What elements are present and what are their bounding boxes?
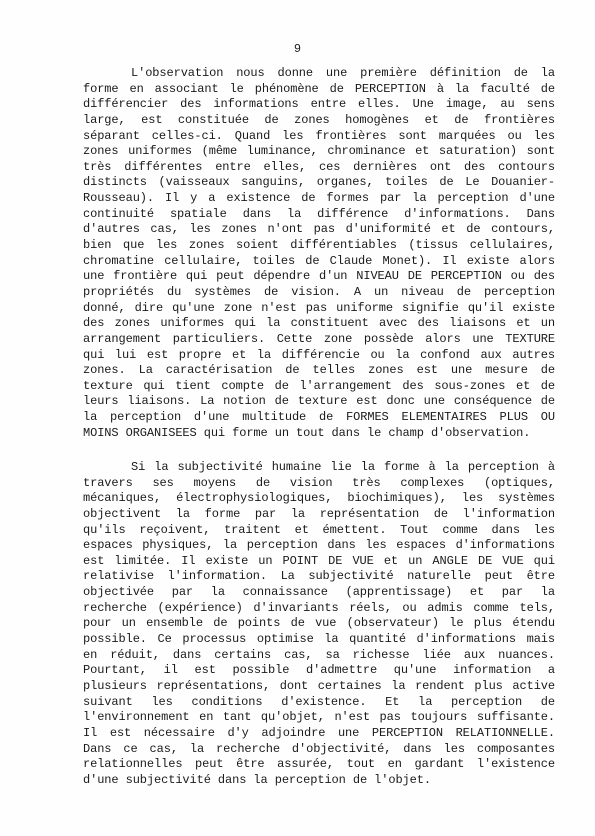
text-line: continuité spatiale dans la différence d'informations. Dans [83, 206, 555, 221]
text-line: plusieurs représentations, dont certaines la rendent plus active [83, 678, 555, 693]
text-line: séparant celles-ci. Quand les frontières sont marquées ou les [83, 128, 555, 143]
text-line: mécaniques, électrophysiologiques, biochimiques), les systèmes [83, 491, 555, 506]
text-line: distincts (vaisseaux sanguins, organes, toiles de Le Douanier- [83, 175, 555, 190]
text-line: Dans ce cas, la recherche d'objectivité, dans les composantes [83, 741, 555, 756]
text-line: l'environnement en tant qu'objet, n'est pas toujours suffisante. [83, 710, 555, 725]
text-line: Pourtant, il est possible d'admettre qu'une information a [83, 663, 555, 678]
text-line: d'une subjectivité dans la perception de l'objet. [83, 772, 431, 787]
text-line: suivant les conditions d'existence. Et la perception de [83, 694, 555, 709]
text-line: est limitée. Il existe un POINT DE VUE et un ANGLE DE VUE qui [83, 553, 555, 568]
text-line: texture qui tient compte de l'arrangement des sous-zones et de [83, 378, 555, 393]
text-line: différencier des informations entre elles. Une image, au sens [83, 97, 555, 112]
text-line: Si la subjectivité humaine lie la forme à la perception à [131, 460, 555, 474]
text-line: L'observation nous donne une première définition de la [131, 66, 555, 80]
text-line: relationnelles peut être assurée, tout en gardant l'existence [83, 757, 555, 772]
text-line: la perception d'une multitude de FORMES ELEMENTAIRES PLUS OU [83, 410, 555, 425]
text-line: relativise l'information. La subjectivité naturelle peut être [83, 569, 555, 584]
text-line: zones uniformes (même luminance, chrominance et saturation) sont [83, 144, 555, 159]
text-line: qui lui est propre et la différencie ou la confond aux autres [83, 347, 555, 362]
text-line: travers ses moyens de vision très complexes (optiques, [83, 475, 555, 490]
text-line: très différentes entre elles, ces dernières ont des contours [83, 159, 555, 174]
text-line: espaces physiques, la perception dans les espaces d'informations [83, 538, 555, 553]
text-line: possible. Ce processus optimise la quantité d'informations mais [83, 632, 555, 647]
text-line: pour un ensemble de points de vue (observateur) le plus étendu [83, 616, 555, 631]
text-line: MOINS ORGANISEES qui forme un tout dans le champ d'observation. [83, 425, 531, 440]
text-line: large, est constituée de zones homogènes et de frontières [83, 112, 555, 127]
text-line: d'autres cas, les zones n'ont pas d'uniformité et de contours, [83, 222, 555, 237]
text-line: qu'ils reçoivent, traitent et émettent. Tout comme dans les [83, 522, 555, 537]
text-line: zones. La caractérisation de telles zones est une mesure de [83, 363, 555, 378]
text-line: chromatine cellulaire, toiles de Claude Monet). Il existe alors [83, 253, 555, 268]
paragraph-2 [83, 460, 555, 788]
text-line: recherche (expérience) d'invariants réels, ou admis comme tels, [83, 600, 555, 615]
text-line: objectivée par la connaissance (apprentissage) et par la [83, 585, 555, 600]
text-line: arrangement particuliers. Cette zone possède alors une TEXTURE [83, 331, 555, 346]
text-line: Rousseau). Il y a existence de formes par la perception d'une [83, 191, 555, 206]
text-line: objectivent la forme par la représentation de l'information [83, 506, 555, 521]
text-line: bien que les zones soient différentiables (tissus cellulaires, [83, 238, 555, 253]
paragraph-1 [83, 66, 555, 441]
text-line: forme en associant le phénomène de PERCEPTION à la faculté de [83, 81, 555, 96]
page-number: 9 [293, 42, 302, 56]
text-line: une frontière qui peut dépendre d'un NIVEAU DE PERCEPTION ou des [83, 269, 555, 284]
text-line: Il est nécessaire d'y adjoindre une PERCEPTION RELATIONNELLE. [83, 725, 555, 740]
text-line: donné, dire qu'une zone n'est pas uniforme signifie qu'il existe [83, 300, 555, 315]
text-line: leurs liaisons. La notion de texture est donc une conséquence de [83, 394, 555, 409]
text-line: des zones uniformes qui la constituent avec des liaisons et un [83, 316, 555, 331]
text-line: propriétés du systèmes de vision. A un niveau de perception [83, 284, 555, 299]
text-line: en réduit, dans certains cas, sa richesse liée aux nuances. [83, 647, 555, 662]
